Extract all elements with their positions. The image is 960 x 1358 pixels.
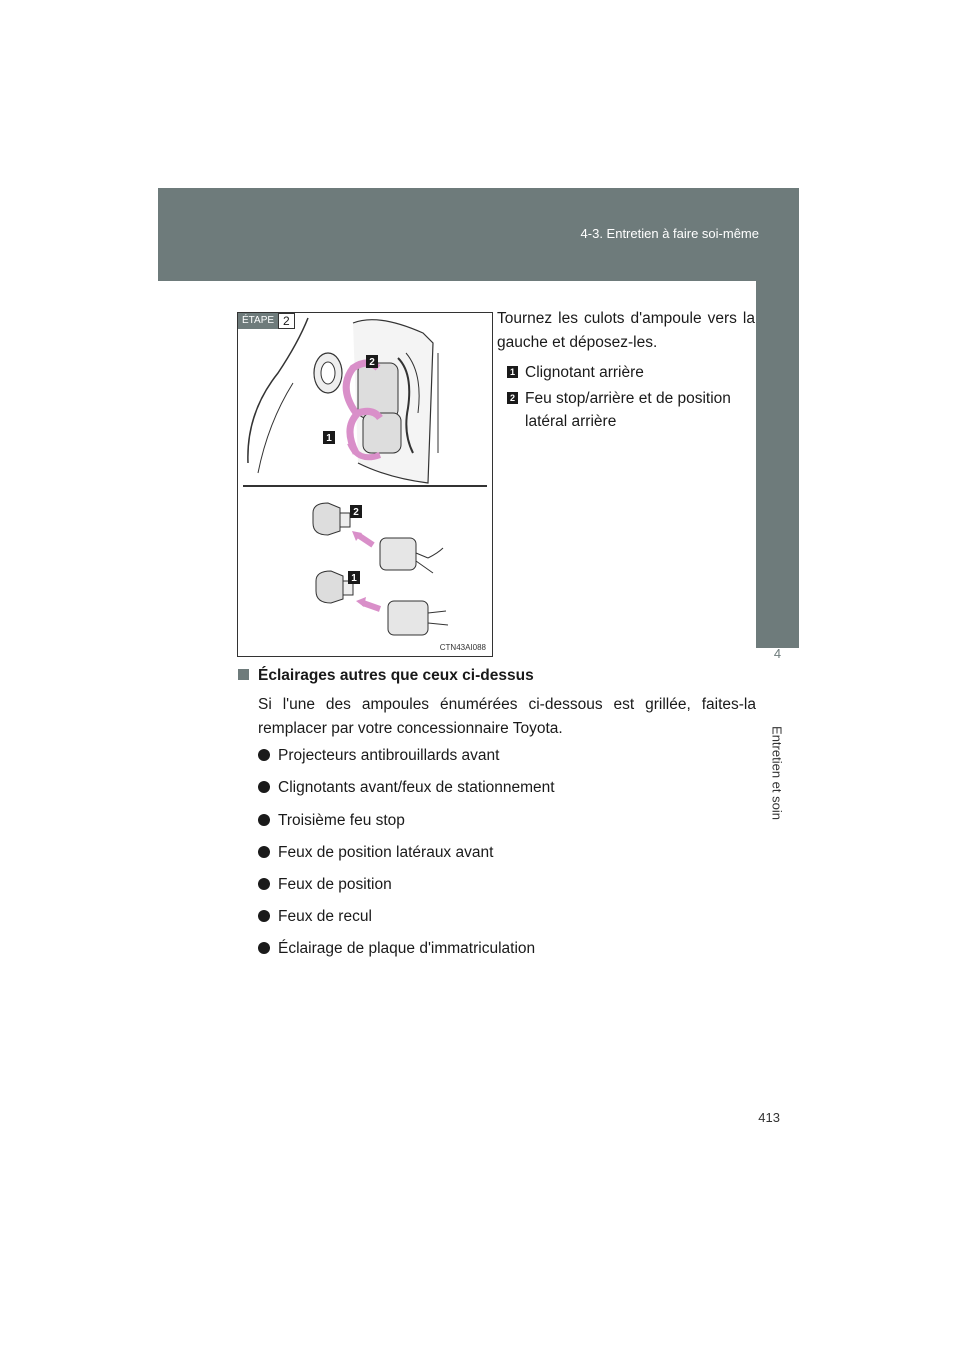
figure-code: CTN43AI088: [439, 643, 486, 652]
chapter-side-tab: [756, 281, 799, 648]
step-word: ÉTAPE: [238, 313, 278, 329]
bullet-dot-icon: [258, 749, 270, 761]
chapter-number: 4: [773, 646, 782, 661]
bullet-item: Projecteurs antibrouillards avant: [258, 747, 738, 765]
instruction-text: Tournez les culots d'ampoule vers la gauche et déposez-les.: [497, 310, 755, 351]
callout-2-lower: 2: [353, 507, 359, 518]
legend-item-1: [507, 361, 757, 384]
bullet-item: Troisième feu stop: [258, 812, 738, 830]
bullet-dot-icon: [258, 814, 270, 826]
section-paragraph: Si l'une des ampoules énumérées ci-dessous est grillée, faites-la remplacer par votre concessionnaire Toyota.: [258, 696, 756, 737]
page-number: 413: [758, 1110, 780, 1125]
callout-1-upper: 1: [326, 433, 332, 444]
bullet-dot-icon: [258, 878, 270, 890]
bullet-dot-icon: [258, 781, 270, 793]
illustration-drawing: [238, 313, 492, 656]
bullet-dot-icon: [258, 846, 270, 858]
bullet-item: Clignotants avant/feux de stationnement: [258, 779, 738, 797]
bullet-dot-icon: [258, 942, 270, 954]
section-heading-text: Éclairages autres que ceux ci-dessus: [258, 667, 534, 684]
chapter-label-text: Entretien et soin: [769, 726, 785, 820]
header-band: [158, 188, 799, 281]
bullet-item: Feux de position latéraux avant: [258, 844, 738, 862]
bullet-item: Éclairage de plaque d'immatriculation: [258, 940, 738, 958]
bullet-dot-icon: [258, 910, 270, 922]
bullet-item: Feux de recul: [258, 908, 738, 926]
heading-square-icon: [238, 669, 249, 680]
legend-num-2: 2: [507, 392, 518, 404]
section-title: 4-3. Entretien à faire soi-même: [580, 226, 759, 241]
legend-num-1: 1: [507, 366, 518, 378]
legend-label-1: Clignotant arrière: [525, 364, 644, 381]
chapter-label: [766, 718, 788, 828]
callout-2-upper: 2: [369, 357, 375, 368]
legend-label-2: Feu stop/arrière et de position latéral arrière: [525, 390, 731, 430]
section-heading: [238, 667, 758, 685]
step-number: 2: [278, 313, 295, 329]
step-illustration: [237, 312, 493, 657]
legend-item-2: [507, 387, 757, 433]
callout-1-lower: 1: [351, 573, 357, 584]
bullet-item: Feux de position: [258, 876, 738, 894]
